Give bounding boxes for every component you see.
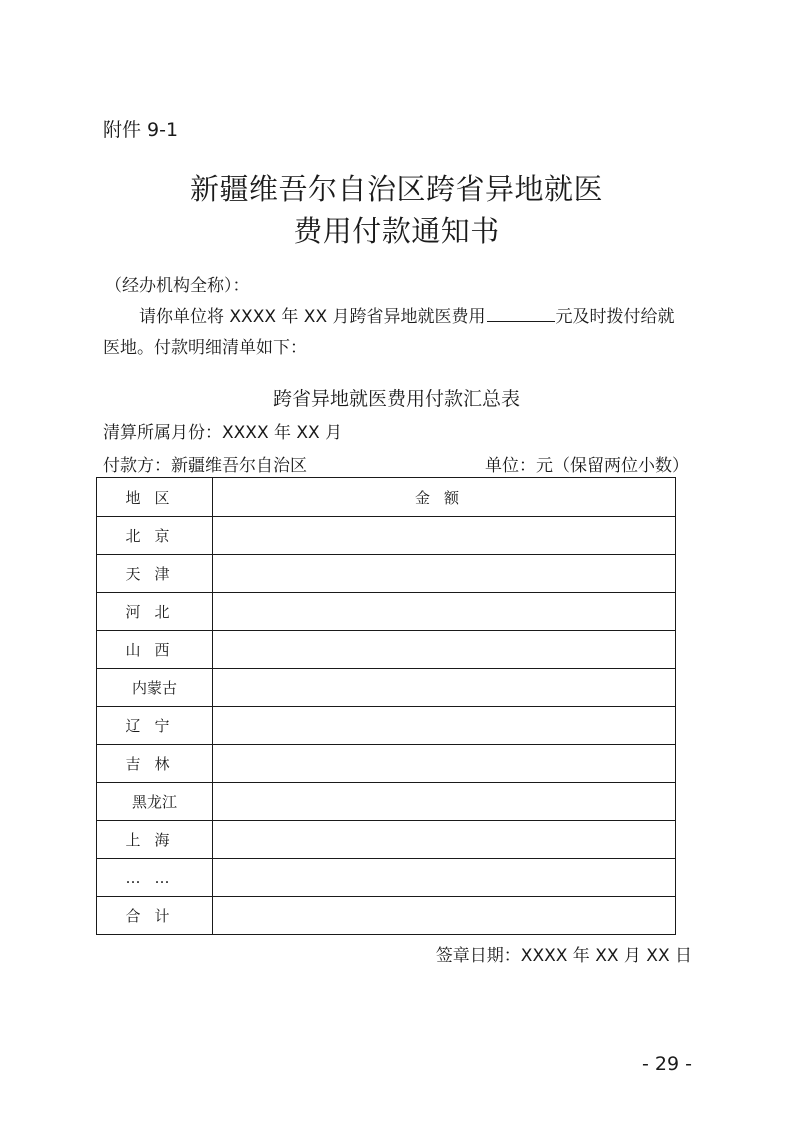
table-row bbox=[97, 669, 676, 707]
document-title-line1: 新疆维吾尔自治区跨省异地就医 bbox=[189, 172, 603, 206]
attachment-label: 附件 9-1 bbox=[103, 119, 179, 141]
amount-cell bbox=[213, 631, 676, 669]
table-row bbox=[97, 517, 676, 555]
region-cell: 内蒙古 bbox=[97, 669, 213, 707]
body-text-part1: 请你单位将 XXXX 年 XX 月跨省异地就医费用 bbox=[139, 307, 486, 327]
region-cell: 河北 bbox=[97, 593, 213, 631]
region-cell: 山西 bbox=[97, 631, 213, 669]
amount-cell bbox=[213, 897, 676, 935]
table-row bbox=[97, 593, 676, 631]
amount-cell bbox=[213, 821, 676, 859]
amount-cell bbox=[213, 707, 676, 745]
table-row bbox=[97, 555, 676, 593]
body-text-part2: 元及时拨付给就 bbox=[555, 307, 675, 327]
region-cell: 吉林 bbox=[97, 745, 213, 783]
settlement-month: 清算所属月份：XXXX 年 XX 月 bbox=[103, 423, 343, 443]
amount-cell bbox=[213, 859, 676, 897]
payer: 付款方：新疆维吾尔自治区 bbox=[103, 456, 307, 476]
region-cell: 北京 bbox=[97, 517, 213, 555]
document-title-line2: 费用付款通知书 bbox=[293, 214, 500, 248]
amount-blank-line bbox=[487, 306, 555, 322]
region-cell: 黑龙江 bbox=[97, 783, 213, 821]
amount-cell bbox=[213, 745, 676, 783]
currency-unit: 单位：元（保留两位小数） bbox=[485, 456, 689, 476]
table-title: 跨省异地就医费用付款汇总表 bbox=[272, 388, 520, 410]
sign-date: 签章日期：XXXX 年 XX 月 XX 日 bbox=[435, 946, 692, 966]
table-body bbox=[97, 517, 676, 935]
amount-cell bbox=[213, 517, 676, 555]
page-number: - 29 - bbox=[642, 1053, 692, 1075]
table-row bbox=[97, 745, 676, 783]
table-row bbox=[97, 897, 676, 935]
table-row bbox=[97, 631, 676, 669]
region-column-header: 地区 bbox=[97, 478, 213, 517]
region-cell: 合计 bbox=[97, 897, 213, 935]
region-cell: 上海 bbox=[97, 821, 213, 859]
region-cell: …… bbox=[97, 859, 213, 897]
table-row bbox=[97, 821, 676, 859]
table-header-row bbox=[97, 478, 676, 517]
region-cell: 辽宁 bbox=[97, 707, 213, 745]
table-row bbox=[97, 707, 676, 745]
table-row bbox=[97, 859, 676, 897]
region-cell: 天津 bbox=[97, 555, 213, 593]
body-paragraph-line2: 医地。付款明细清单如下： bbox=[103, 338, 307, 358]
amount-cell bbox=[213, 783, 676, 821]
amount-cell bbox=[213, 593, 676, 631]
payment-summary-table bbox=[96, 477, 676, 935]
body-paragraph-line1 bbox=[139, 302, 675, 327]
amount-cell bbox=[213, 555, 676, 593]
amount-cell bbox=[213, 669, 676, 707]
addressee: （经办机构全称）： bbox=[105, 276, 250, 296]
amount-column-header: 金额 bbox=[213, 478, 676, 517]
table-row bbox=[97, 783, 676, 821]
